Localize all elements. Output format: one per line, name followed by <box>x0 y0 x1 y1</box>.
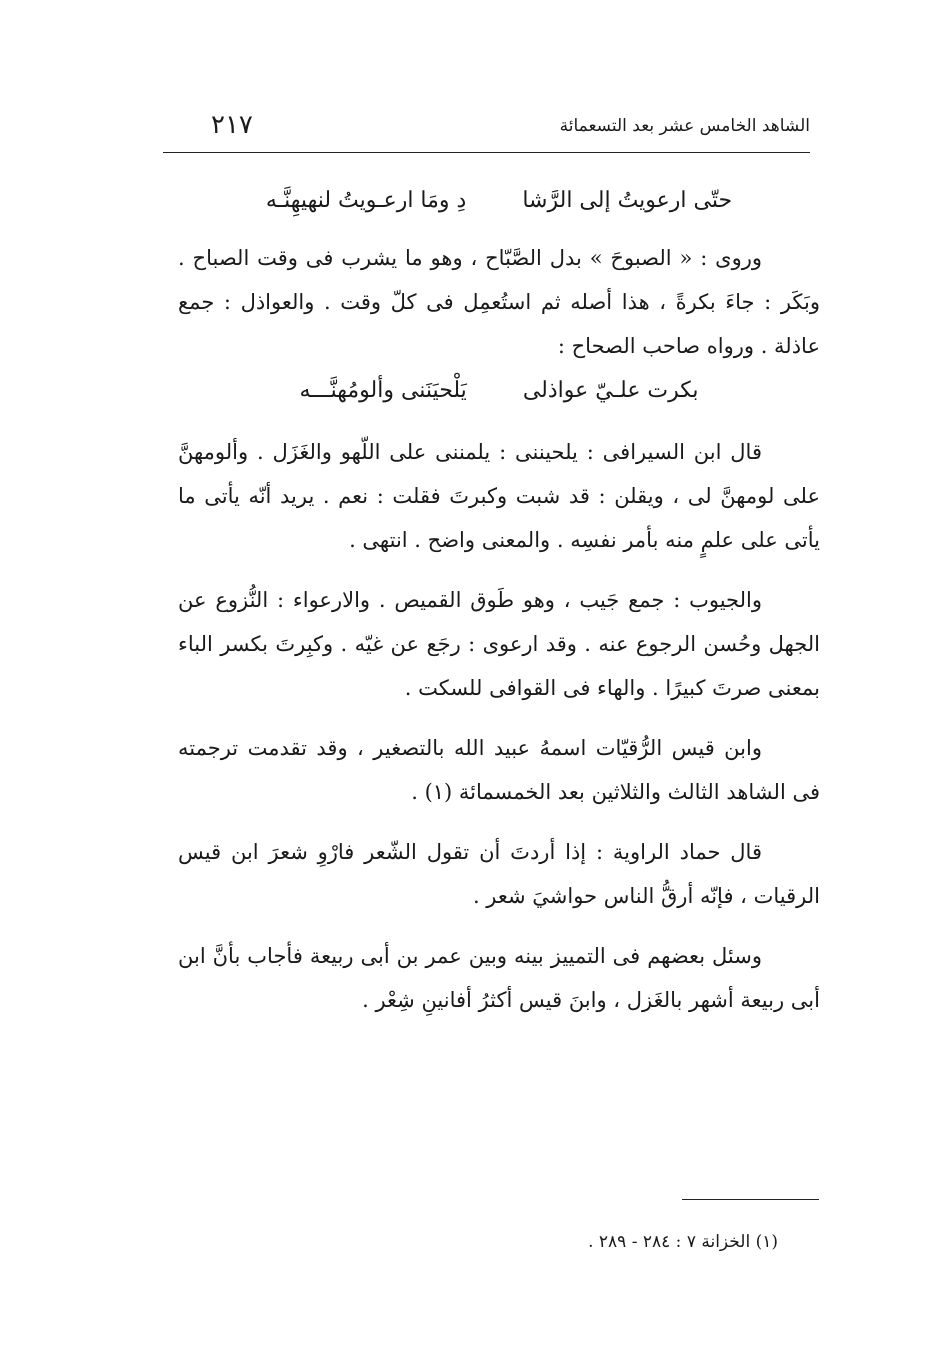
page-number: ٢١٧ <box>211 110 253 140</box>
footnote: (١) الخزانة ٧ : ٢٨٤ - ٢٨٩ . <box>588 1232 778 1252</box>
verse-2-second-hemistich: يَلْحيَنَنى وألومُهنَّـــه <box>299 378 467 403</box>
paragraph-3: والجيوب : جمع جَيب ، وهو طَوق القميص . والارعواء : النُّزوع عن الجهل وحُسن الرجوع عنه . وقد ارعوى : رجَع عن غيّه . وكبِرتَ بكسر الباء بمعنى صرتَ كبيرًا . والهاء فى القوافى للسكت . <box>178 588 820 700</box>
running-title: الشاهد الخامس عشر بعد التسعمائة <box>559 116 810 136</box>
verse-1-second-hemistich: دِ ومَا ارعـويتُ لنهيهِنَّـه <box>265 188 467 213</box>
footnote-rule <box>682 1199 819 1200</box>
paragraph-6: وسئل بعضهم فى التمييز بينه وبين عمر بن أبى ربيعة فأجاب بأنَّ ابن أبى ربيعة أشهر بالغَزل ، وابنَ قيس أكثرُ أفانينِ شِعْر . <box>178 944 820 1012</box>
paragraph-2: قال ابن السيرافى : يلحيننى : يلمننى على اللّهو والغَزَل . وألومهنَّ على لومهنَّ لى ، ويقلن : قد شبت وكبرتَ فقلت : نعم . يريد أنّه يأتى ما يأتى على علمٍ منه بأمر نفسِه . والمعنى واضح . انتهى . <box>178 440 820 552</box>
verse-2-first-hemistich: بكرت علـيّ عواذلى <box>522 378 699 403</box>
verse-1-first-hemistich: حتّى ارعويتُ إلى الرَّشا <box>522 188 733 213</box>
page-body <box>178 178 820 1022</box>
verse-line-2 <box>178 368 820 414</box>
paragraph-1: وروى : « الصبوحَ » بدل الصَّبّاح ، وهو ما يشرب فى وقت الصباح . وبَكَر : جاءَ بكرةً ، هذا أصله ثم استُعمِل فى كلّ وقت . والعواذل : جمع عاذلة . ورواه صاحب الصحاح : <box>178 246 820 358</box>
paragraph-5: قال حماد الراوية : إذا أردتَ أن تقول الشّعر فارْوِ شعرَ ابن قيس الرقيات ، فإنّه أرقُّ الناس حواشيَ شعر . <box>178 840 820 908</box>
paragraph-4: وابن قيس الرُّقيّات اسمهُ عبيد الله بالتصغير ، وقد تقدمت ترجمته فى الشاهد الثالث والثلاثين بعد الخمسمائة (١) . <box>178 736 820 804</box>
page-header <box>163 104 810 148</box>
verse-line-1 <box>178 178 820 224</box>
header-rule <box>163 152 810 153</box>
